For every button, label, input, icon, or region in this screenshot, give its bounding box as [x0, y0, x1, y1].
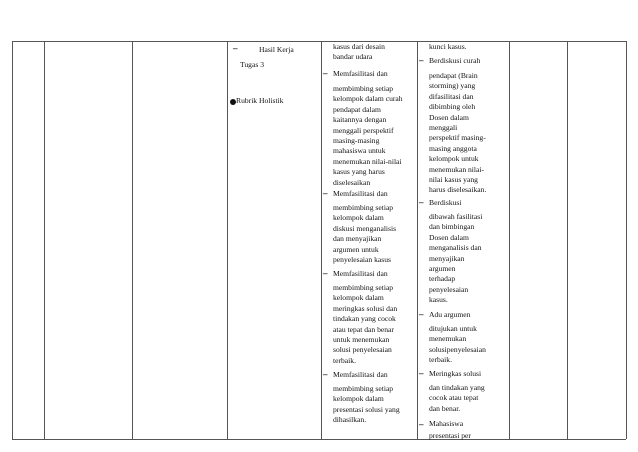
text-line: terbaik. — [429, 355, 452, 365]
dash-bullet: – — [233, 43, 238, 53]
text-line: kaitannya dengan — [333, 115, 387, 125]
table-column-border — [132, 41, 133, 439]
text-line: dibawah fasilitasi — [429, 212, 483, 221]
text-line: storming) yang — [429, 81, 476, 91]
list-item-body — [429, 71, 486, 196]
text-line: menyajikan — [429, 253, 465, 263]
text-line: terbaik. — [333, 355, 356, 365]
dash-bullet: – — [323, 369, 328, 379]
text-line: penyelesaian kasus — [333, 254, 391, 264]
list-item-text: Hasil Kerja — [259, 45, 294, 54]
text-line: tindakan yang cocok — [333, 314, 396, 324]
list-item-text: Rubrik Holistik — [236, 96, 284, 105]
list-item-body — [429, 324, 486, 366]
text-line: menemukan nilai-nilai — [333, 156, 402, 166]
table-column-border — [417, 41, 418, 439]
text-line: kelompok dalam — [333, 394, 384, 404]
text-line: mahasiswa untuk — [333, 146, 386, 156]
text-line: argumen — [429, 263, 456, 273]
text-line: menggali perspektif — [333, 125, 394, 135]
text-line: masing anggota — [429, 143, 477, 153]
text-line: masing-masing — [333, 135, 380, 145]
text-line: kasus dari desain — [333, 42, 385, 51]
text-line: dan bimbingan — [429, 222, 475, 232]
text-line: membimbing setiap — [333, 384, 394, 393]
text-line: kasus yang harus — [333, 167, 385, 177]
text-line: diselesaikan — [333, 177, 371, 187]
text-line: kelompok untuk — [429, 154, 479, 164]
text-line: kelompok dalam — [333, 213, 384, 223]
text-line: membimbing setiap — [333, 203, 394, 212]
text-line: membimbing setiap — [333, 84, 394, 93]
table-column-border — [509, 41, 510, 439]
text-block — [333, 42, 385, 63]
text-line: pendapat dalam — [333, 104, 381, 114]
text-line: menemukan nilai- — [429, 164, 485, 174]
text-line: harus diselesaikan. — [429, 185, 487, 195]
text-line: menganalisis dan — [429, 243, 482, 253]
text-line: dihasilkan. — [333, 415, 367, 425]
text-line: presentasi solusi yang — [333, 404, 400, 414]
text-line: dan tindakan yang — [429, 383, 485, 392]
list-item-heading: Memfasilitasi dan — [333, 269, 388, 278]
table-bottom-border — [12, 439, 626, 440]
list-item-heading: Memfasilitasi dan — [333, 370, 388, 379]
table-column-border — [44, 41, 45, 439]
dash-bullet: – — [419, 55, 424, 65]
list-item-heading: Adu argumen — [429, 310, 471, 319]
text-line: dibimbing oleh — [429, 102, 476, 112]
text-line: dan benar. — [429, 403, 461, 413]
text-line: nilai kasus yang — [429, 174, 478, 184]
text-line: perspektif masing- — [429, 133, 486, 143]
text-line: menemukan — [429, 334, 467, 344]
table-top-border — [12, 41, 626, 42]
dash-bullet: – — [323, 68, 328, 78]
dash-bullet: – — [323, 268, 328, 278]
table-column-border — [227, 41, 228, 439]
table-column-border — [567, 41, 568, 439]
text-line: untuk menemukan — [333, 334, 390, 344]
list-item-text: Tugas 3 — [240, 60, 264, 69]
text-line: kelompok dalam curah — [333, 94, 403, 104]
table-column-border — [12, 41, 13, 439]
text-line: Dosen dalam — [429, 232, 469, 242]
text-line: membimbing setiap — [333, 283, 394, 292]
text-line: meringkas solusi dan — [333, 303, 398, 313]
text-line: presentasi per — [429, 431, 471, 440]
list-item-heading: Memfasilitasi dan — [333, 69, 388, 78]
text-line: kelompok dalam — [333, 293, 384, 303]
dash-bullet: – — [419, 309, 424, 319]
text-line: diskusi menganalisis — [333, 223, 397, 233]
list-item-heading: Berdiskusi curah — [429, 56, 481, 65]
list-item-body — [333, 283, 397, 366]
dash-bullet: – — [419, 197, 424, 207]
text-line: solusipenyelesaian — [429, 344, 486, 354]
text-line: atau tepat dan benar — [333, 324, 394, 334]
dash-bullet: – — [419, 368, 424, 378]
list-item-heading: Meringkas solusi — [429, 369, 482, 378]
text-line: argumen untuk — [333, 244, 379, 254]
text-line: menggali — [429, 122, 458, 132]
text-line: dan menyajikan — [333, 234, 382, 244]
text-line: kasus. — [429, 295, 448, 305]
list-item-heading: Mahasiswa — [429, 419, 464, 428]
text-line: ditujukan untuk — [429, 324, 477, 333]
list-item-body — [429, 431, 471, 441]
text-line: pendapat (Brain — [429, 71, 478, 80]
text-line: Dosen dalam — [429, 112, 469, 122]
text-line: bandar udara — [333, 52, 373, 62]
table-column-border — [626, 41, 627, 439]
list-item-heading: Memfasilitasi dan — [333, 189, 388, 198]
table-column-border — [321, 41, 322, 439]
list-item-body — [429, 383, 485, 414]
list-item-body — [429, 212, 482, 306]
text-line: penyelesaian — [429, 284, 469, 294]
text-line: solusi penyelesaian — [333, 345, 392, 355]
text-line: cocok atau tepat — [429, 393, 479, 403]
text-line: kunci kasus. — [429, 42, 467, 51]
text-line: terhadap — [429, 274, 456, 284]
list-item-body — [333, 384, 400, 426]
list-item-body — [333, 84, 403, 188]
dash-bullet: – — [419, 419, 424, 429]
text-line: difasilitasi dan — [429, 91, 474, 101]
list-item-heading: Berdiskusi — [429, 198, 462, 207]
list-item-body — [333, 203, 396, 265]
dash-bullet: – — [323, 188, 328, 198]
